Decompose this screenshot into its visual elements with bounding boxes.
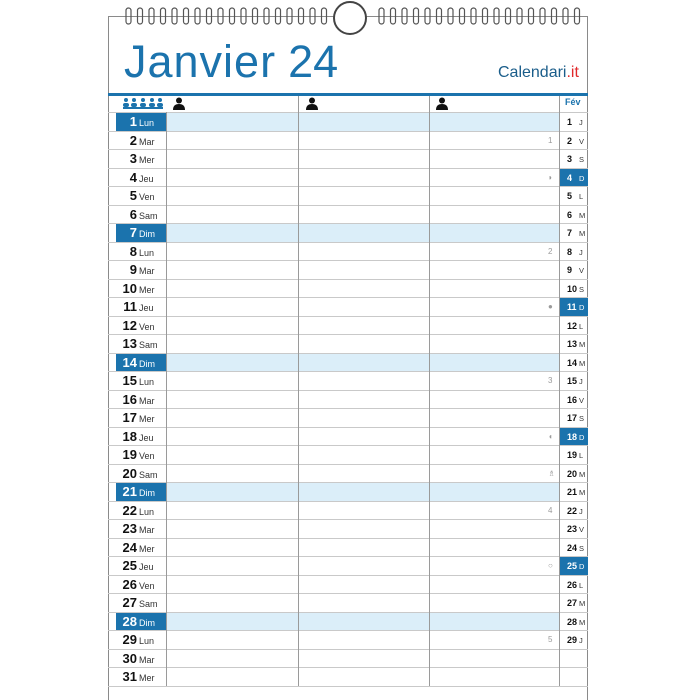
column-divider xyxy=(166,112,167,686)
day-cell xyxy=(116,668,167,686)
brand-logo xyxy=(498,64,579,82)
calendar-title xyxy=(124,36,338,88)
february-day-cell xyxy=(560,317,588,335)
february-day-number: 24 xyxy=(567,542,578,553)
day-cell xyxy=(116,261,167,279)
week-or-moon-mark: ◖ xyxy=(548,431,553,441)
day-row[interactable] xyxy=(108,576,588,595)
day-row[interactable] xyxy=(108,446,588,465)
february-day-letter: S xyxy=(579,414,585,423)
february-day-number: 12 xyxy=(567,320,578,331)
day-cell xyxy=(116,465,167,483)
february-day-letter: J xyxy=(579,636,583,645)
day-row[interactable] xyxy=(108,613,588,632)
february-day-letter: L xyxy=(579,451,584,460)
february-day-number: 1 xyxy=(567,117,573,127)
day-name: Dim xyxy=(139,229,155,239)
february-day-letter: L xyxy=(579,580,584,590)
day-row[interactable] xyxy=(108,243,588,262)
year-title: 24 xyxy=(288,36,339,87)
day-number: 20 xyxy=(122,465,137,481)
day-row[interactable] xyxy=(108,187,588,206)
day-number: 24 xyxy=(122,539,137,555)
february-day-number: 4 xyxy=(567,172,573,183)
day-number: 19 xyxy=(122,447,137,462)
sunday-band xyxy=(167,354,559,372)
day-name: Sam xyxy=(139,469,158,480)
february-day-cell xyxy=(560,261,588,279)
day-number: 17 xyxy=(122,410,137,425)
february-day-cell xyxy=(560,243,588,261)
day-name: Sam xyxy=(139,599,158,609)
day-row[interactable] xyxy=(108,317,588,336)
february-day-cell xyxy=(560,483,588,501)
day-cell xyxy=(116,446,167,464)
day-name: Dim xyxy=(139,617,155,628)
february-day-cell xyxy=(560,409,588,427)
day-cell xyxy=(116,335,167,353)
person-icon xyxy=(173,97,185,110)
day-cell xyxy=(116,206,167,224)
february-day-cell xyxy=(560,298,588,316)
hanger-ring xyxy=(333,1,367,35)
brand-tld: .it xyxy=(566,64,579,81)
day-cell xyxy=(116,354,167,372)
day-row[interactable] xyxy=(108,206,588,225)
day-cell xyxy=(116,483,167,501)
day-name: Sam xyxy=(139,340,158,350)
sunday-band xyxy=(167,224,559,242)
february-day-number: 6 xyxy=(567,209,573,220)
february-day-cell xyxy=(560,539,588,557)
day-name: Mer xyxy=(139,414,155,424)
day-number: 10 xyxy=(122,280,137,296)
february-day-letter: V xyxy=(579,525,585,534)
day-row[interactable] xyxy=(108,224,588,243)
day-cell xyxy=(116,132,167,150)
week-or-moon-mark: ◗ xyxy=(548,172,553,182)
week-or-moon-mark: 1 xyxy=(548,135,553,145)
day-cell xyxy=(116,631,167,649)
day-row[interactable] xyxy=(108,557,588,576)
day-name: Mer xyxy=(139,155,155,165)
day-number: 18 xyxy=(122,428,137,444)
day-name: Mer xyxy=(139,284,155,295)
day-cell xyxy=(116,113,167,131)
february-day-number: 29 xyxy=(567,635,578,645)
day-row[interactable] xyxy=(108,650,588,669)
february-day-cell xyxy=(560,650,588,668)
week-or-moon-mark: ♗ xyxy=(548,468,556,478)
day-name: Jeu xyxy=(139,562,154,572)
february-day-letter: D xyxy=(579,432,585,442)
day-cell xyxy=(116,317,167,335)
day-row[interactable] xyxy=(108,668,588,687)
february-day-cell xyxy=(560,668,588,686)
february-day-number: 9 xyxy=(567,265,573,275)
february-day-number: 10 xyxy=(567,283,578,294)
day-cell xyxy=(116,613,167,631)
february-day-number: 3 xyxy=(567,154,573,164)
day-name: Mer xyxy=(139,673,155,683)
day-cell xyxy=(116,391,167,409)
week-or-moon-mark: 3 xyxy=(548,376,553,385)
february-day-cell xyxy=(560,428,588,446)
day-number: 13 xyxy=(122,336,137,351)
day-number: 16 xyxy=(122,391,137,407)
day-name: Ven xyxy=(139,192,155,202)
day-cell xyxy=(116,187,167,205)
day-cell xyxy=(116,520,167,538)
week-or-moon-mark: ● xyxy=(548,302,553,311)
february-day-number: 14 xyxy=(567,357,578,368)
day-number: 15 xyxy=(122,373,137,388)
february-day-number: 28 xyxy=(567,616,578,627)
sunday-band xyxy=(167,113,559,131)
day-row[interactable] xyxy=(108,335,588,354)
day-cell xyxy=(116,557,167,575)
day-number: 22 xyxy=(122,502,137,518)
week-or-moon-mark: 5 xyxy=(548,635,553,644)
column-header-row xyxy=(108,96,588,113)
sunday-band xyxy=(167,613,559,631)
february-day-number: 5 xyxy=(567,191,573,201)
february-day-letter: V xyxy=(579,136,585,146)
day-number: 27 xyxy=(122,595,137,610)
february-day-number: 11 xyxy=(567,302,577,312)
day-rows xyxy=(108,113,588,687)
february-day-letter: S xyxy=(579,155,585,164)
column-divider xyxy=(559,96,560,686)
day-row[interactable] xyxy=(108,539,588,558)
day-name: Lun xyxy=(139,636,155,646)
day-cell xyxy=(116,169,167,187)
day-cell xyxy=(116,594,167,612)
february-day-cell xyxy=(560,391,588,409)
day-name: Dim xyxy=(139,358,155,369)
february-day-number: 2 xyxy=(567,135,573,146)
day-name: Mer xyxy=(139,543,155,554)
february-day-letter: M xyxy=(579,229,586,238)
february-day-letter: M xyxy=(579,617,586,627)
day-cell xyxy=(116,280,167,298)
february-day-letter: M xyxy=(579,210,586,220)
day-name: Mar xyxy=(139,136,155,147)
day-cell xyxy=(116,502,167,520)
day-number: 31 xyxy=(122,669,137,684)
february-day-letter: V xyxy=(579,395,585,405)
day-number: 1 xyxy=(129,114,137,129)
february-day-number: 17 xyxy=(567,413,578,423)
day-name: Mar xyxy=(139,395,155,406)
day-number: 8 xyxy=(129,243,137,259)
month-title: Janvier xyxy=(124,36,277,87)
february-day-letter: J xyxy=(579,247,583,257)
day-number: 3 xyxy=(129,151,137,166)
day-row[interactable] xyxy=(108,594,588,613)
february-day-letter: S xyxy=(579,284,585,294)
february-day-cell xyxy=(560,576,588,594)
february-day-cell xyxy=(560,465,588,483)
day-number: 7 xyxy=(129,225,137,240)
february-day-number: 22 xyxy=(567,505,578,516)
day-name: Dim xyxy=(139,488,155,498)
day-name: Lun xyxy=(139,377,155,387)
day-name: Jeu xyxy=(139,303,154,313)
day-number: 23 xyxy=(122,521,137,536)
column-divider xyxy=(429,96,430,686)
day-row[interactable] xyxy=(108,113,588,132)
person-icon xyxy=(306,97,318,110)
february-day-letter: L xyxy=(579,321,584,331)
february-day-letter: M xyxy=(579,340,586,349)
day-cell xyxy=(116,409,167,427)
day-row[interactable] xyxy=(108,428,588,447)
february-day-cell xyxy=(560,502,588,520)
february-day-cell xyxy=(560,520,588,538)
february-day-letter: J xyxy=(579,506,583,516)
february-day-cell xyxy=(560,613,588,631)
day-row[interactable] xyxy=(108,409,588,428)
day-name: Mar xyxy=(139,525,155,535)
february-day-number: 27 xyxy=(567,598,578,608)
february-day-letter: J xyxy=(579,118,583,127)
february-day-cell xyxy=(560,169,588,187)
day-row[interactable] xyxy=(108,502,588,521)
february-day-number: 18 xyxy=(567,431,578,442)
day-name: Sam xyxy=(139,210,158,221)
week-or-moon-mark: ○ xyxy=(548,561,553,570)
brand-name: Calendari xyxy=(498,64,567,81)
february-day-number: 19 xyxy=(567,450,578,460)
february-day-letter: M xyxy=(579,488,586,497)
february-day-cell xyxy=(560,557,588,575)
february-day-cell xyxy=(560,335,588,353)
person-icon xyxy=(436,97,448,110)
february-day-cell xyxy=(560,224,588,242)
sunday-band xyxy=(167,483,559,501)
family-icon xyxy=(122,97,164,110)
day-cell xyxy=(116,224,167,242)
february-day-cell xyxy=(560,132,588,150)
calendar-grid xyxy=(108,96,588,687)
february-day-cell xyxy=(560,150,588,168)
day-row[interactable] xyxy=(108,298,588,317)
column-divider xyxy=(298,96,299,686)
february-day-number: 15 xyxy=(567,376,578,386)
day-cell xyxy=(116,372,167,390)
week-or-moon-mark: 4 xyxy=(548,505,553,515)
day-row[interactable] xyxy=(108,631,588,650)
february-day-number: 16 xyxy=(567,394,578,405)
day-name: Lun xyxy=(139,247,155,258)
day-name: Mar xyxy=(139,266,155,276)
day-row[interactable] xyxy=(108,132,588,151)
day-name: Ven xyxy=(139,451,155,461)
day-number: 25 xyxy=(122,558,137,573)
february-day-cell xyxy=(560,187,588,205)
day-cell xyxy=(116,298,167,316)
day-number: 29 xyxy=(122,632,137,647)
day-number: 30 xyxy=(122,650,137,666)
day-row[interactable] xyxy=(108,280,588,299)
february-day-number: 21 xyxy=(567,487,578,497)
day-cell xyxy=(116,539,167,557)
february-day-cell xyxy=(560,113,588,131)
day-number: 21 xyxy=(122,484,137,499)
february-day-letter: M xyxy=(579,469,586,479)
week-or-moon-mark: 2 xyxy=(548,246,553,256)
day-number: 4 xyxy=(129,169,137,185)
day-cell xyxy=(116,650,167,668)
february-day-number: 20 xyxy=(567,468,578,479)
february-day-number: 8 xyxy=(567,246,573,257)
february-day-letter: D xyxy=(579,173,585,183)
february-day-letter: M xyxy=(579,599,586,608)
day-number: 5 xyxy=(129,188,137,203)
february-day-cell xyxy=(560,206,588,224)
february-day-cell xyxy=(560,372,588,390)
february-day-letter: V xyxy=(579,266,585,275)
day-name: Jeu xyxy=(139,173,154,184)
february-day-cell xyxy=(560,354,588,372)
day-row[interactable] xyxy=(108,169,588,188)
february-day-number: 23 xyxy=(567,524,578,534)
february-day-letter: S xyxy=(579,543,585,553)
february-day-letter: D xyxy=(579,562,585,571)
day-row[interactable] xyxy=(108,261,588,280)
day-row[interactable] xyxy=(108,354,588,373)
day-row[interactable] xyxy=(108,372,588,391)
day-name: Ven xyxy=(139,580,155,591)
day-name: Ven xyxy=(139,321,155,332)
february-day-number: 13 xyxy=(567,339,578,349)
february-day-letter: M xyxy=(579,358,586,368)
february-day-cell xyxy=(560,631,588,649)
february-day-cell xyxy=(560,280,588,298)
day-cell xyxy=(116,428,167,446)
february-day-number: 26 xyxy=(567,579,578,590)
day-row[interactable] xyxy=(108,465,588,484)
day-number: 9 xyxy=(129,262,137,277)
day-number: 28 xyxy=(122,613,137,629)
day-number: 2 xyxy=(129,132,137,148)
day-name: Jeu xyxy=(139,432,154,443)
february-day-letter: J xyxy=(579,377,583,386)
february-day-cell xyxy=(560,446,588,464)
day-number: 11 xyxy=(123,299,137,314)
day-name: Mar xyxy=(139,654,155,665)
february-day-letter: L xyxy=(579,192,584,201)
day-cell xyxy=(116,150,167,168)
day-cell xyxy=(116,576,167,594)
february-day-number: 7 xyxy=(567,228,573,238)
day-row[interactable] xyxy=(108,520,588,539)
day-row[interactable] xyxy=(108,150,588,169)
day-cell xyxy=(116,243,167,261)
day-name: Lun xyxy=(139,118,155,128)
february-day-letter: D xyxy=(579,303,585,312)
day-number: 14 xyxy=(122,354,137,370)
day-number: 12 xyxy=(122,317,137,333)
day-row[interactable] xyxy=(108,483,588,502)
february-day-number: 25 xyxy=(567,561,578,571)
day-name: Lun xyxy=(139,506,155,517)
february-day-cell xyxy=(560,594,588,612)
next-month-label: Fév xyxy=(565,97,581,107)
day-number: 26 xyxy=(122,576,137,592)
day-row[interactable] xyxy=(108,391,588,410)
day-number: 6 xyxy=(129,206,137,222)
